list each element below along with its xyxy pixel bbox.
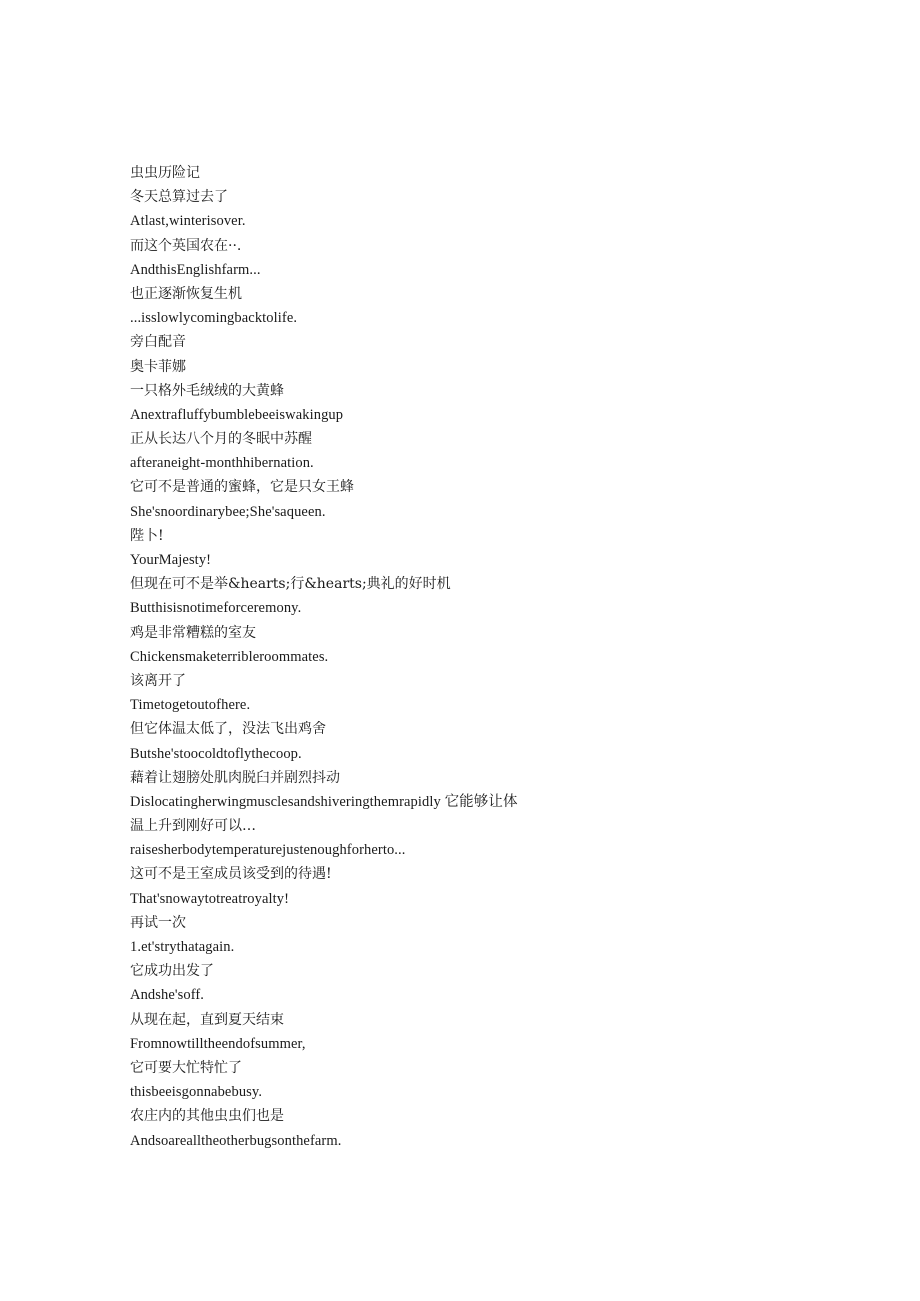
subtitle-transcript	[130, 161, 850, 1153]
chinese-subtitle-line: 该离开了	[130, 672, 186, 689]
chinese-subtitle-line: 从现在起，直到夏天结束	[130, 1011, 284, 1028]
english-subtitle-line: Chickensmaketerribleroommates.	[130, 648, 329, 665]
chinese-subtitle-line: 农庄内的其他虫虫们也是	[130, 1108, 284, 1125]
chinese-subtitle-line: 它可不是普通的蜜蜂，它是只女王蜂	[130, 479, 354, 496]
english-subtitle-line: Butshe'stoocoldtoflythecoop.	[130, 745, 302, 762]
chinese-subtitle-line: 冬天总算过去了	[130, 189, 228, 206]
chinese-subtitle-line: 旁白配音	[130, 334, 186, 351]
chinese-subtitle-line: 再试一次	[130, 914, 186, 931]
english-subtitle-line: thisbeeisgonnabebusy.	[130, 1084, 263, 1101]
chinese-subtitle-line: 温上升到刚好可以…	[130, 818, 256, 835]
english-subtitle-line: Andsoarealltheotherbugsonthefarm.	[130, 1132, 342, 1149]
english-subtitle-line: Andshe'soff.	[130, 987, 205, 1004]
english-subtitle-line: raisesherbodytemperaturejustenoughforherto...	[130, 842, 406, 859]
english-subtitle-line: Dislocatingherwingmusclesandshiveringthemrapidly 它能够让体	[130, 793, 518, 810]
chinese-subtitle-line: 正从长达八个月的冬眠中苏醒	[130, 431, 312, 448]
english-subtitle-line: YourMajesty!	[130, 552, 212, 568]
chinese-subtitle-line: 它成功出发了	[130, 963, 214, 980]
chinese-subtitle-line: 这可不是王室成员该受到的待遇!	[130, 866, 332, 883]
chinese-subtitle-line: 鸡是非常糟糕的室友	[130, 624, 256, 641]
chinese-subtitle-line: 一只格外毛绒绒的大黄蜂	[130, 382, 284, 399]
english-subtitle-line: AndthisEnglishfarm...	[130, 261, 261, 278]
chinese-subtitle-line: 藉着让翅膀处肌肉脱臼并剧烈抖动	[130, 769, 340, 786]
english-subtitle-line: 1.et'strythatagain.	[130, 939, 235, 955]
chinese-subtitle-line: 它可要大忙特忙了	[130, 1059, 242, 1076]
chinese-subtitle-line: 虫虫历险记	[130, 165, 200, 181]
chinese-subtitle-line: 但它体温太低了，没法飞出鸡舍	[130, 721, 326, 738]
english-subtitle-line: ...isslowlycomingbacktolife.	[130, 310, 298, 327]
english-subtitle-line: Atlast,winterisover.	[130, 213, 246, 230]
chinese-subtitle-line: 但现在可不是举&hearts;行&hearts;典礼的好时机	[130, 576, 451, 593]
english-subtitle-line: She'snoordinarybee;She'saqueen.	[130, 503, 326, 520]
chinese-subtitle-line: 奥卡菲娜	[130, 358, 186, 375]
chinese-subtitle-line: 也正逐渐恢复生机	[130, 285, 242, 302]
english-subtitle-line: Fromnowtilltheendofsummer,	[130, 1035, 306, 1052]
english-subtitle-line: Timetogetoutofhere.	[130, 697, 251, 714]
english-subtitle-line: That'snowaytotreatroyalty!	[130, 890, 290, 907]
english-subtitle-line: Anextrafluffybumblebeeiswakingup	[130, 406, 344, 423]
english-subtitle-line: Butthisisnotimeforceremony.	[130, 600, 302, 617]
english-subtitle-line: afteraneight-monthhibernation.	[130, 455, 314, 472]
chinese-subtitle-line: 而这个英国农在··.	[130, 237, 242, 254]
chinese-subtitle-line: 陛卜!	[130, 527, 164, 544]
